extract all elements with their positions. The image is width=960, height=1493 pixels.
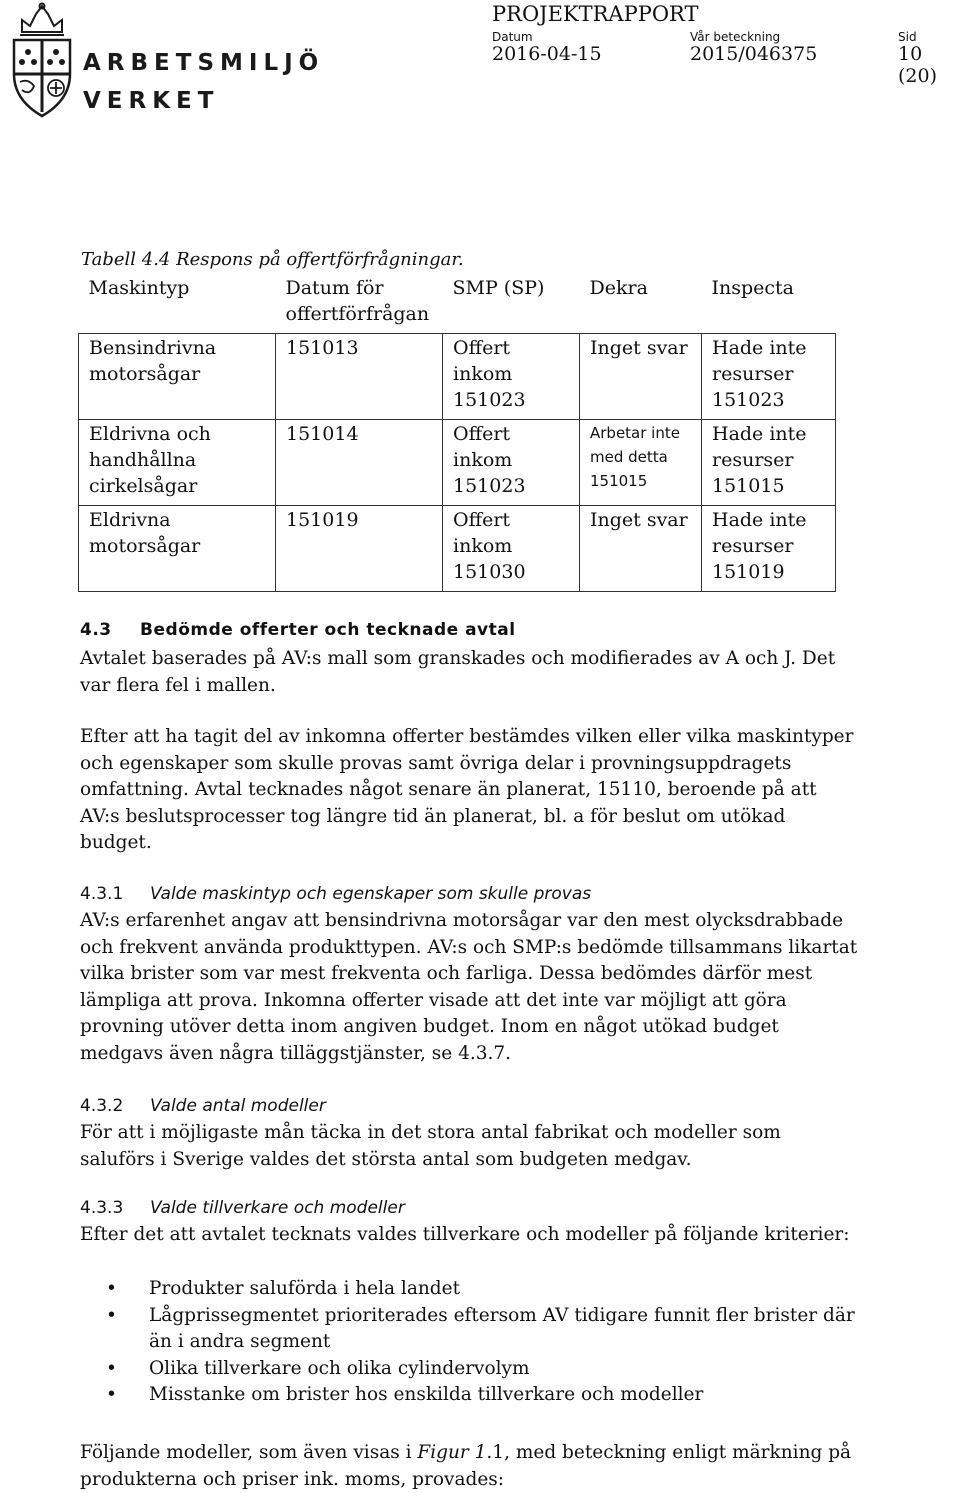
table-cell: Hade inte resurser 151023	[702, 334, 836, 420]
subsection-heading	[80, 1198, 405, 1218]
figure-reference: Figur 1.	[417, 1442, 493, 1463]
closing-paragraph	[80, 1440, 860, 1493]
subsection-title: Valde tillverkare och modeller	[150, 1198, 405, 1218]
subsection-paragraph: För att i möjligaste mån täcka in det stora antal fabrikat och modeller som saluförs i Sverige valdes det största antal som budgeten medgav.	[80, 1122, 781, 1170]
table-cell: Offert inkom 151023	[443, 420, 580, 506]
table-cell: Hade inte resurser 151019	[702, 506, 836, 592]
table-cell: 151014	[276, 420, 443, 506]
table-cell: Offert inkom 151023	[443, 334, 580, 420]
subsection-number: 4.3.3	[80, 1198, 124, 1218]
header-cell: Datum för offertförfrågan	[285, 277, 430, 325]
bullet-icon: •	[106, 1384, 117, 1405]
table-cell: Inget svar	[580, 506, 702, 592]
subsection-title: Valde antal modeller	[150, 1096, 326, 1116]
subsection-number: 4.3.2	[80, 1096, 124, 1116]
table-cell: Bensindrivna motorsågar	[79, 334, 276, 420]
table-row	[79, 334, 836, 420]
brand-line-1: ARBETSMILJÖ	[83, 50, 325, 76]
table-cell: Arbetar inte med detta 151015	[580, 420, 702, 506]
response-table	[78, 274, 836, 592]
subsection-paragraph: AV:s erfarenhet angav att bensindrivna motorsågar var den mest olycksdrabbade och frekvent använda produkttypen. AV:s och SMP:s bedömde tillsammans likartat vilka brister som var mest frekventa och farliga. Dessa bedömdes därför mest lämpliga att prova. Inkomna offerter visade att det inte var möjligt att göra provning utöver detta inom angiven budget. Inom en något utökad budget medgavs även några tilläggstjänster, se 4.3.7.	[80, 910, 858, 1064]
section-heading	[80, 620, 516, 640]
table-row	[79, 506, 836, 592]
list-item	[80, 1356, 860, 1383]
criteria-list	[80, 1276, 860, 1409]
table-cell: 151013	[276, 334, 443, 420]
document-type: PROJEKTRAPPORT	[492, 2, 699, 26]
list-item	[80, 1276, 860, 1303]
table-cell: Eldrivna motorsågar	[79, 506, 276, 592]
closing-text-start: Följande modeller, som även visas i	[80, 1442, 418, 1463]
list-item	[80, 1303, 860, 1356]
brand-line-2: VERKET	[83, 88, 220, 114]
list-item	[80, 1382, 860, 1409]
section-title: Bedömde offerter och tecknade avtal	[140, 620, 516, 640]
table-cell: 151019	[276, 506, 443, 592]
bullet-icon: •	[106, 1278, 117, 1299]
reference-value: 2015/046375	[690, 43, 818, 65]
date-value: 2016-04-15	[492, 43, 602, 65]
list-item-text: Produkter saluförda i hela landet	[149, 1278, 461, 1299]
list-item-text: Lågprissegmentet prioriterades eftersom AV tidigare funnit fler brister där än i andra segment	[149, 1304, 855, 1352]
table-cell: Offert inkom 151030	[443, 506, 580, 592]
section-paragraph-2: Efter att ha tagit del av inkomna offerter bestämdes vilken eller vilka maskintyper och egenskaper som skulle provas samt övriga delar i provningsuppdragets omfattning. Avtal tecknades något senare än planerat, 15110, beroende på att AV:s beslutsprocesser tog längre tid än planerat, bl. a för beslut om utökad budget.	[80, 726, 854, 853]
header-cell: Dekra	[589, 277, 648, 299]
list-item-text: Olika tillverkare och olika cylindervolym	[149, 1357, 530, 1379]
list-item-text: Misstanke om brister hos enskilda tillverkare och modeller	[149, 1384, 704, 1405]
header-cell: Inspecta	[711, 277, 795, 299]
crest-emblem-icon	[6, 2, 78, 120]
table-caption: Tabell 4.4 Respons på offertförfrågningar.	[81, 249, 464, 270]
subsection-heading	[80, 884, 591, 904]
table-cell: Eldrivna och handhållna cirkelsågar	[79, 420, 276, 506]
closing-text-end: 1, med beteckning enligt märkning på produkterna och priser ink. moms, provades:	[80, 1442, 852, 1490]
subsection-heading	[80, 1096, 326, 1116]
table-cell: Inget svar	[580, 334, 702, 420]
header-cell: SMP (SP)	[452, 277, 545, 299]
subsection-paragraph: Efter det att avtalet tecknats valdes tillverkare och modeller på följande kriterier:	[80, 1224, 850, 1245]
bullet-icon: •	[106, 1357, 117, 1379]
table-header-row	[79, 274, 836, 334]
reference-label: Vår beteckning	[690, 30, 781, 44]
page-label: Sid	[898, 30, 917, 44]
bullet-icon: •	[106, 1304, 117, 1326]
page-number: 10 (20)	[898, 43, 938, 87]
table-cell: Hade inte resurser 151015	[702, 420, 836, 506]
subsection-number: 4.3.1	[80, 884, 124, 904]
section-paragraph-1: Avtalet baserades på AV:s mall som granskades och modifierades av A och J. Det var flera fel i mallen.	[80, 648, 836, 696]
date-label: Datum	[492, 30, 533, 44]
header-cell: Maskintyp	[88, 277, 190, 299]
subsection-title: Valde maskintyp och egenskaper som skulle provas	[150, 884, 592, 904]
table-row	[79, 420, 836, 506]
section-number: 4.3	[80, 620, 112, 640]
